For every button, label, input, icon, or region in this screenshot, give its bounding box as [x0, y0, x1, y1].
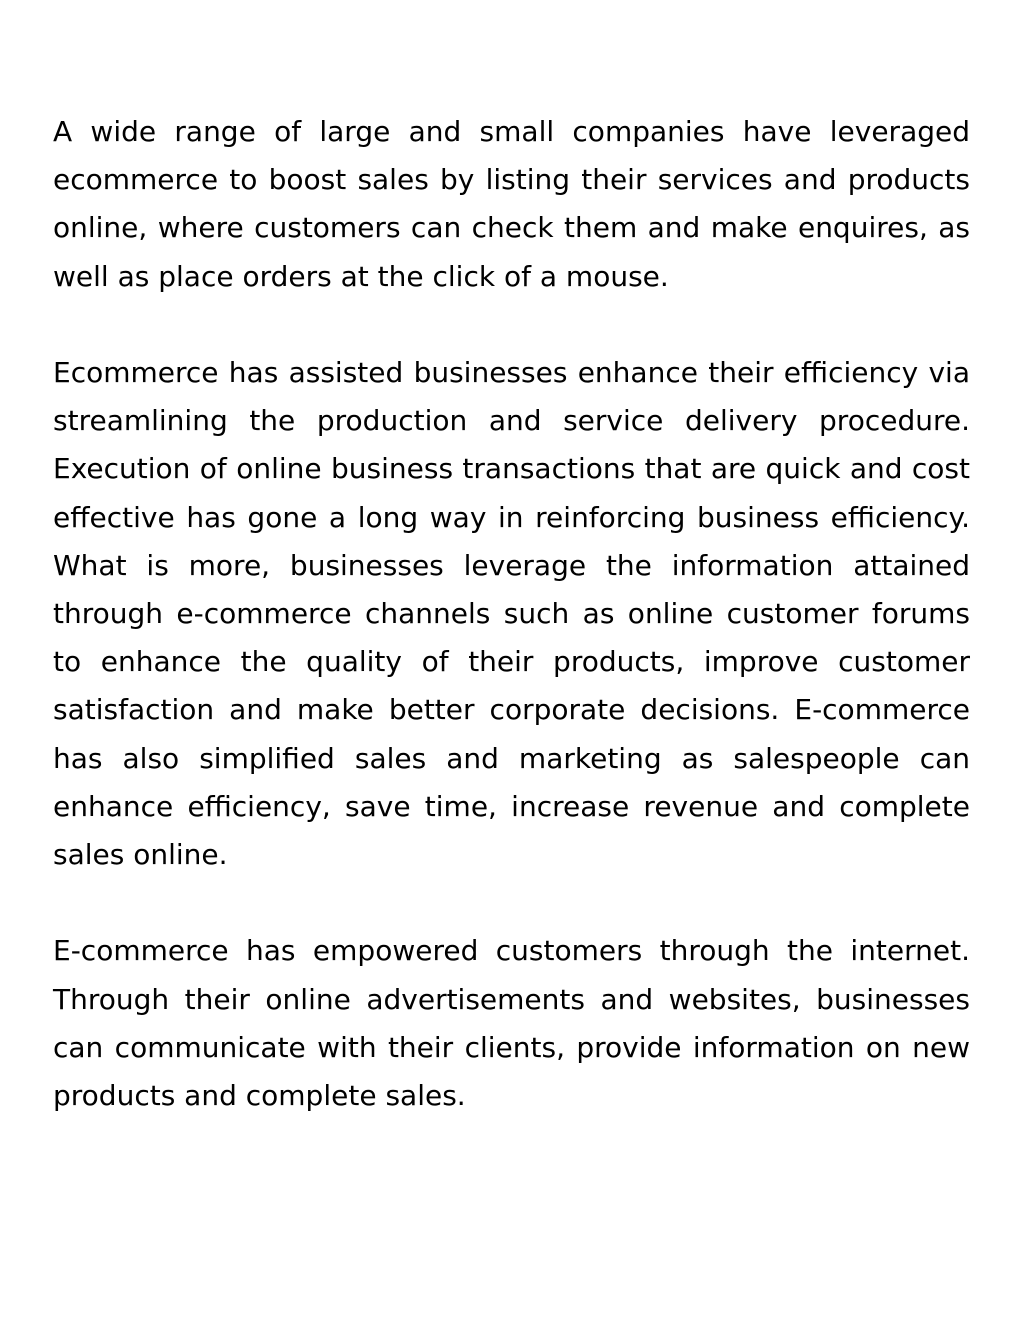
document-page: [53, 108, 970, 1120]
paragraph-customer-empowerment: E-commerce has empowered customers through the internet. Through their online advertisements and websites, businesses can communicate with their clients, provide information on new products and complete sales.: [53, 934, 970, 1113]
paragraph-ecommerce-sales: A wide range of large and small companies have leveraged ecommerce to boost sales by listing their services and products online, where customers can check them and make enquires, as well as place orders at the click of a mouse.: [53, 115, 970, 293]
paragraph-business-efficiency: Ecommerce has assisted businesses enhance their efficiency via streamlining the production and service delivery procedure. Execution of online business transactions that are quick and cost effective has gone a long way in reinforcing business efficiency. What is more, businesses leverage the information attained through e-commerce channels such as online customer forums to enhance the quality of their products, improve customer satisfaction and make better corporate decisions. E-commerce has also simplified sales and marketing as salespeople can enhance efficiency, save time, increase revenue and complete sales online.: [53, 356, 970, 872]
